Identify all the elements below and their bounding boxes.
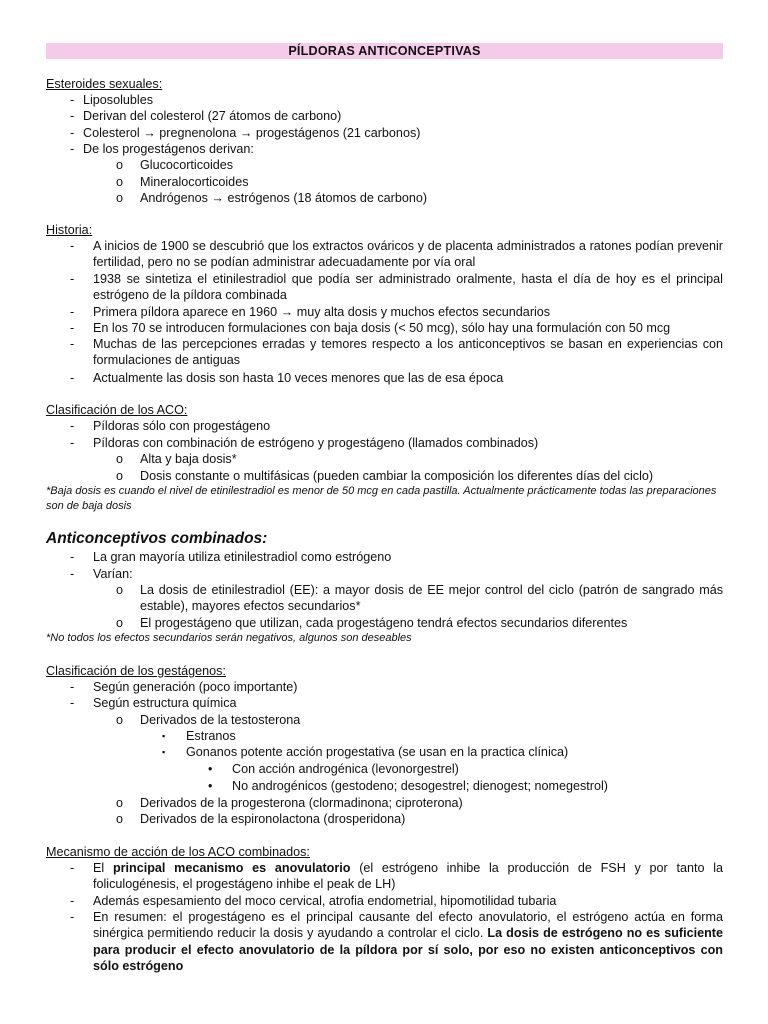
section-heading-mecanismo: Mecanismo de acción de los ACO combinados: <box>46 845 310 859</box>
document-title: PÍLDORAS ANTICONCEPTIVAS <box>46 43 723 59</box>
section-heading-combinados: Anticonceptivos combinados: <box>46 530 268 547</box>
section-heading-clasificacion-aco: Clasificación de los ACO: <box>46 403 188 417</box>
section-heading-gestagenos: Clasificación de los gestágenos: <box>46 664 226 678</box>
footnote-efectos: *No todos los efectos secundarios serán negativos, algunos son deseables <box>46 632 412 644</box>
section-heading-historia: Historia: <box>46 223 93 237</box>
footnote-baja-dosis: *Baja dosis es cuando el nivel de etinilestradiol es menor de 50 mcg en cada pastilla. Actualmente prácticamente todas las preparaciones son de baja dosis <box>46 485 717 512</box>
section-heading-esteroides: Esteroides sexuales: <box>46 77 163 91</box>
